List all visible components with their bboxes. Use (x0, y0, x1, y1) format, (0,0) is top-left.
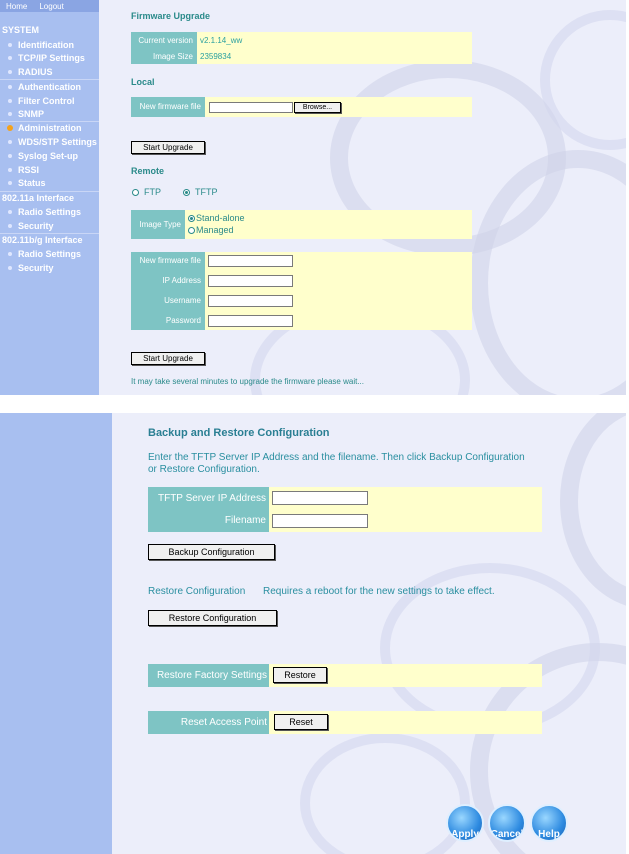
nav-item-a-radio-settings[interactable]: Radio Settings (18, 207, 82, 217)
nav-item-syslog[interactable]: Syslog Set-up (18, 151, 79, 161)
remote-file-input[interactable] (208, 255, 293, 267)
nav-item-tcpip[interactable]: TCP/IP Settings (18, 53, 85, 63)
tftp-server-ip-label: TFTP Server IP Address (157, 493, 266, 504)
username-input[interactable] (208, 295, 293, 307)
nav-item-identification[interactable]: Identification (18, 40, 74, 50)
current-version-label: Current version (138, 36, 193, 45)
filename-label: Filename (224, 515, 266, 526)
decor-ring (300, 733, 470, 854)
ftp-radio[interactable] (132, 189, 139, 196)
remote-new-file-label: New firmware file (139, 256, 201, 265)
factory-label-cell (148, 664, 269, 687)
restore-factory-label: Restore Factory Settings (156, 670, 267, 681)
nav-item-administration[interactable]: Administration (18, 123, 82, 133)
logout-link[interactable]: Logout (39, 1, 64, 11)
backup-restore-title: Backup and Restore Configuration (148, 427, 330, 439)
tftp-label: TFTP (195, 187, 218, 197)
image-type-label: Image Type (139, 220, 181, 229)
nav-item-snmp[interactable]: SNMP (18, 109, 45, 119)
new-firmware-file-label: New firmware file (139, 102, 201, 111)
username-label: Username (164, 296, 201, 305)
password-label: Password (165, 316, 201, 325)
nav-item-authentication[interactable]: Authentication (18, 82, 81, 92)
remote-title: Remote (131, 166, 165, 176)
tftp-radio[interactable] (183, 189, 190, 196)
cancel-label: Cancel (490, 829, 524, 840)
restore-reboot-note: Requires a reboot for the new settings to take effect. (263, 586, 495, 597)
password-input[interactable] (208, 315, 293, 327)
nav-item-rssi[interactable]: RSSI (18, 165, 40, 175)
wait-note: It may take several minutes to upgrade the firmware please wait... (131, 377, 364, 386)
standalone-radio[interactable] (188, 215, 195, 222)
nav-divider (0, 191, 99, 192)
help-label: Help (538, 829, 560, 840)
reset-access-point-label: Reset Access Point (180, 717, 267, 728)
nav-item-radius[interactable]: RADIUS (18, 67, 53, 77)
ip-address-label: IP Address (162, 276, 201, 285)
backup-panel (0, 413, 626, 854)
decor-ring (560, 413, 626, 609)
backup-instructions-line1: Enter the TFTP Server IP Address and the filename. Then click Backup Configuration (148, 452, 525, 463)
restore-configuration-title: Restore Configuration (148, 586, 246, 597)
browse-button[interactable]: Browse... (294, 102, 341, 113)
nav-section-system: SYSTEM (2, 25, 40, 35)
version-labels (131, 32, 197, 64)
restore-configuration-button[interactable]: Restore Configuration (148, 610, 277, 626)
top-links (0, 0, 99, 12)
restore-factory-button[interactable]: Restore (273, 667, 327, 683)
help-button[interactable] (530, 804, 568, 842)
nav-item-bg-security[interactable]: Security (18, 263, 54, 273)
standalone-label: Stand-alone (196, 213, 245, 223)
sidebar (0, 0, 99, 395)
nav-item-wds-stp[interactable]: WDS/STP Settings (18, 137, 97, 147)
managed-radio[interactable] (188, 227, 195, 234)
managed-label: Managed (196, 225, 234, 235)
nav-section-80211a: 802.11a Interface (2, 193, 75, 203)
nav-divider (0, 233, 99, 234)
image-size-label: Image Size (152, 52, 193, 61)
ip-address-input[interactable] (208, 275, 293, 287)
nav-item-status[interactable]: Status (18, 178, 46, 188)
start-upgrade-remote-button[interactable]: Start Upgrade (131, 352, 205, 365)
home-link[interactable]: Home (6, 1, 28, 11)
local-file-input[interactable] (209, 102, 293, 113)
firmware-panel (0, 0, 626, 395)
remote-labels (131, 252, 205, 330)
apply-label: Apply (451, 829, 479, 840)
reset-button[interactable]: Reset (274, 714, 328, 730)
backup-instructions-line2: or Restore Configuration. (148, 464, 260, 475)
tftp-server-ip-input[interactable] (272, 491, 368, 505)
nav-item-bg-radio-settings[interactable]: Radio Settings (18, 249, 82, 259)
image-type-label-cell (131, 210, 185, 239)
nav-divider (0, 79, 99, 80)
sidebar-bottom (0, 413, 112, 854)
nav-item-a-security[interactable]: Security (18, 221, 54, 231)
nav-divider (0, 121, 99, 122)
cancel-button[interactable] (488, 804, 526, 842)
nav-item-filter-control[interactable]: Filter Control (18, 96, 75, 106)
firmware-upgrade-title: Firmware Upgrade (131, 11, 211, 21)
backup-configuration-button[interactable]: Backup Configuration (148, 544, 275, 560)
local-file-label-cell (131, 97, 205, 117)
local-title: Local (131, 77, 155, 87)
ftp-label: FTP (144, 187, 161, 197)
tftp-labels (148, 487, 269, 532)
start-upgrade-local-button[interactable]: Start Upgrade (131, 141, 205, 154)
filename-input[interactable] (272, 514, 368, 528)
current-version-value: v2.1.14_ww (200, 36, 243, 45)
reset-label-cell (148, 711, 269, 734)
apply-button[interactable] (446, 804, 484, 842)
image-size-value: 2359834 (200, 52, 232, 61)
nav-section-80211bg: 802.11b/g Interface (2, 235, 83, 245)
